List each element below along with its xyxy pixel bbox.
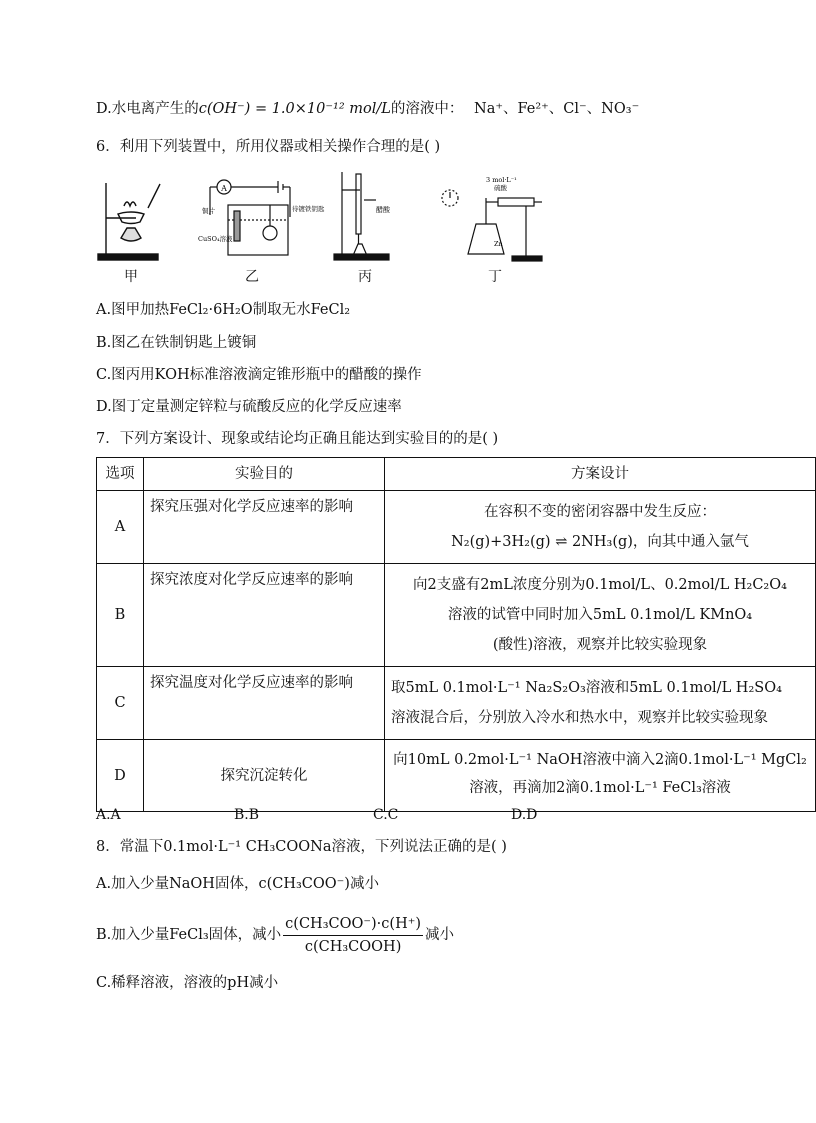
q7-choice-a: A.A (96, 807, 121, 823)
q8-b-denominator: c(CH₃COOH) (304, 938, 402, 955)
figure-bing-caption: 丙 (358, 269, 372, 285)
figure-ding-apparatus (438, 174, 548, 266)
q5-d-ions: Na⁺、Fe²⁺、Cl⁻、NO₃⁻ (474, 101, 640, 117)
figure-yi-label-copper: 铜片 (202, 207, 215, 215)
figure-yi-caption: 乙 (245, 269, 259, 285)
q8-option-c: C.稀释溶液，溶液的pH减小 (96, 975, 279, 991)
table-row (97, 564, 816, 667)
q5-option-d (96, 99, 639, 119)
q7-choice-b: B.B (234, 807, 260, 823)
figure-jia-apparatus (96, 178, 166, 263)
q5-d-concentration: c(OH⁻) = 1.0×10⁻¹² mol/L (198, 101, 391, 117)
figure-yi-meter: A (221, 184, 227, 193)
figure-ding-label-zn: Zn (494, 240, 503, 248)
q8-option-b (96, 912, 454, 958)
figure-ding-label-acid: 硫酸 (494, 184, 507, 192)
q6-option-b: B.图乙在铁制钥匙上镀铜 (96, 335, 257, 351)
q7-choice-d: D.D (511, 807, 538, 823)
q8-stem: 8．常温下0.1mol·L⁻¹ CH₃COONa溶液，下列说法正确的是( ) (96, 839, 507, 855)
table-row (97, 491, 816, 564)
figure-yi-apparatus (198, 175, 325, 265)
q7-row-c-aim: 探究温度对化学反应速率的影响 (144, 667, 385, 740)
q6-stem: 6．利用下列装置中，所用仪器或相关操作合理的是( ) (96, 139, 441, 155)
q7-row-b-option: B (97, 564, 144, 667)
q8-b-suffix: 减小 (425, 927, 455, 943)
q7-row-b-plan-line1: 向2支盛有2mL浓度分别为0.1mol/L、0.2mol/L H₂C₂O₄ (413, 577, 787, 593)
q7-row-c-plan-line1: 取5mL 0.1mol·L⁻¹ Na₂S₂O₃溶液和5mL 0.1mol/L H₂SO₄ (391, 680, 782, 696)
q6-option-c: C.图丙用KOH标准溶液滴定锥形瓶中的醋酸的操作 (96, 367, 422, 383)
q7-header-option: 选项 (97, 458, 144, 491)
q7-choice-c: C.C (373, 807, 399, 823)
q7-header-plan: 方案设计 (385, 458, 816, 491)
figure-jia-caption: 甲 (124, 269, 138, 285)
q7-stem: 7．下列方案设计、现象或结论均正确且能达到实验目的的是( ) (96, 431, 499, 447)
q7-table-header-row (97, 458, 816, 491)
q5-d-suffix: 的溶液中： (390, 101, 464, 117)
figure-bing-apparatus (330, 170, 410, 265)
q8-b-prefix: B.加入少量FeCl₃固体，减小 (96, 927, 282, 943)
figure-yi-label-solution: CuSO₄溶液 (198, 235, 233, 243)
q7-row-a-plan-line2: N₂(g)+3H₂(g) ⇌ 2NH₃(g)，向其中通入氩气 (451, 534, 749, 550)
q8-b-numerator: c(CH₃COO⁻)·c(H⁺) (283, 915, 423, 936)
figure-ding-caption: 丁 (488, 269, 502, 285)
q5-d-prefix: D.水电离产生的 (96, 101, 199, 117)
table-row (97, 667, 816, 740)
q7-row-d-option: D (97, 740, 144, 812)
q7-header-aim: 实验目的 (144, 458, 385, 491)
q7-row-b-plan-line2: 溶液的试管中同时加入5mL 0.1mol/L KMnO₄ (447, 607, 753, 623)
q7-row-b-plan (385, 564, 816, 667)
q7-row-a-aim: 探究压强对化学反应速率的影响 (144, 491, 385, 564)
q7-row-d-plan (385, 740, 816, 812)
q8-b-fraction (283, 915, 423, 956)
q8-option-a: A.加入少量NaOH固体，c(CH₃COO⁻)减小 (96, 876, 379, 892)
q7-row-d-aim: 探究沉淀转化 (144, 740, 385, 812)
q7-row-a-option: A (97, 491, 144, 564)
q7-row-b-plan-line3: (酸性)溶液，观察并比较实验现象 (492, 637, 708, 653)
q7-row-a-plan (385, 491, 816, 564)
q7-row-d-plan-line1: 向10mL 0.2mol·L⁻¹ NaOH溶液中滴入2滴0.1mol·L⁻¹ MgCl₂ (393, 752, 807, 768)
figure-yi-label-key: 待镀铁钥匙 (292, 205, 325, 213)
q6-option-d: D.图丁定量测定锌粒与硫酸反应的化学反应速率 (96, 399, 402, 415)
q7-row-b-aim: 探究浓度对化学反应速率的影响 (144, 564, 385, 667)
figure-bing-label: 醋酸 (376, 206, 390, 214)
q7-row-a-plan-line1: 在容积不变的密闭容器中发生反应： (484, 504, 716, 520)
table-row (97, 740, 816, 812)
figure-ding-label-conc: 3 mol·L⁻¹ (486, 176, 517, 184)
q7-row-c-plan-line2: 溶液混合后，分别放入冷水和热水中，观察并比较实验现象 (391, 710, 768, 726)
q7-row-d-plan-line2: 溶液，再滴加2滴0.1mol·L⁻¹ FeCl₃溶液 (469, 780, 731, 796)
q7-row-c-option: C (97, 667, 144, 740)
q7-table (96, 457, 816, 812)
q7-row-c-plan (385, 667, 816, 740)
q6-option-a: A.图甲加热FeCl₂·6H₂O制取无水FeCl₂ (96, 302, 351, 318)
